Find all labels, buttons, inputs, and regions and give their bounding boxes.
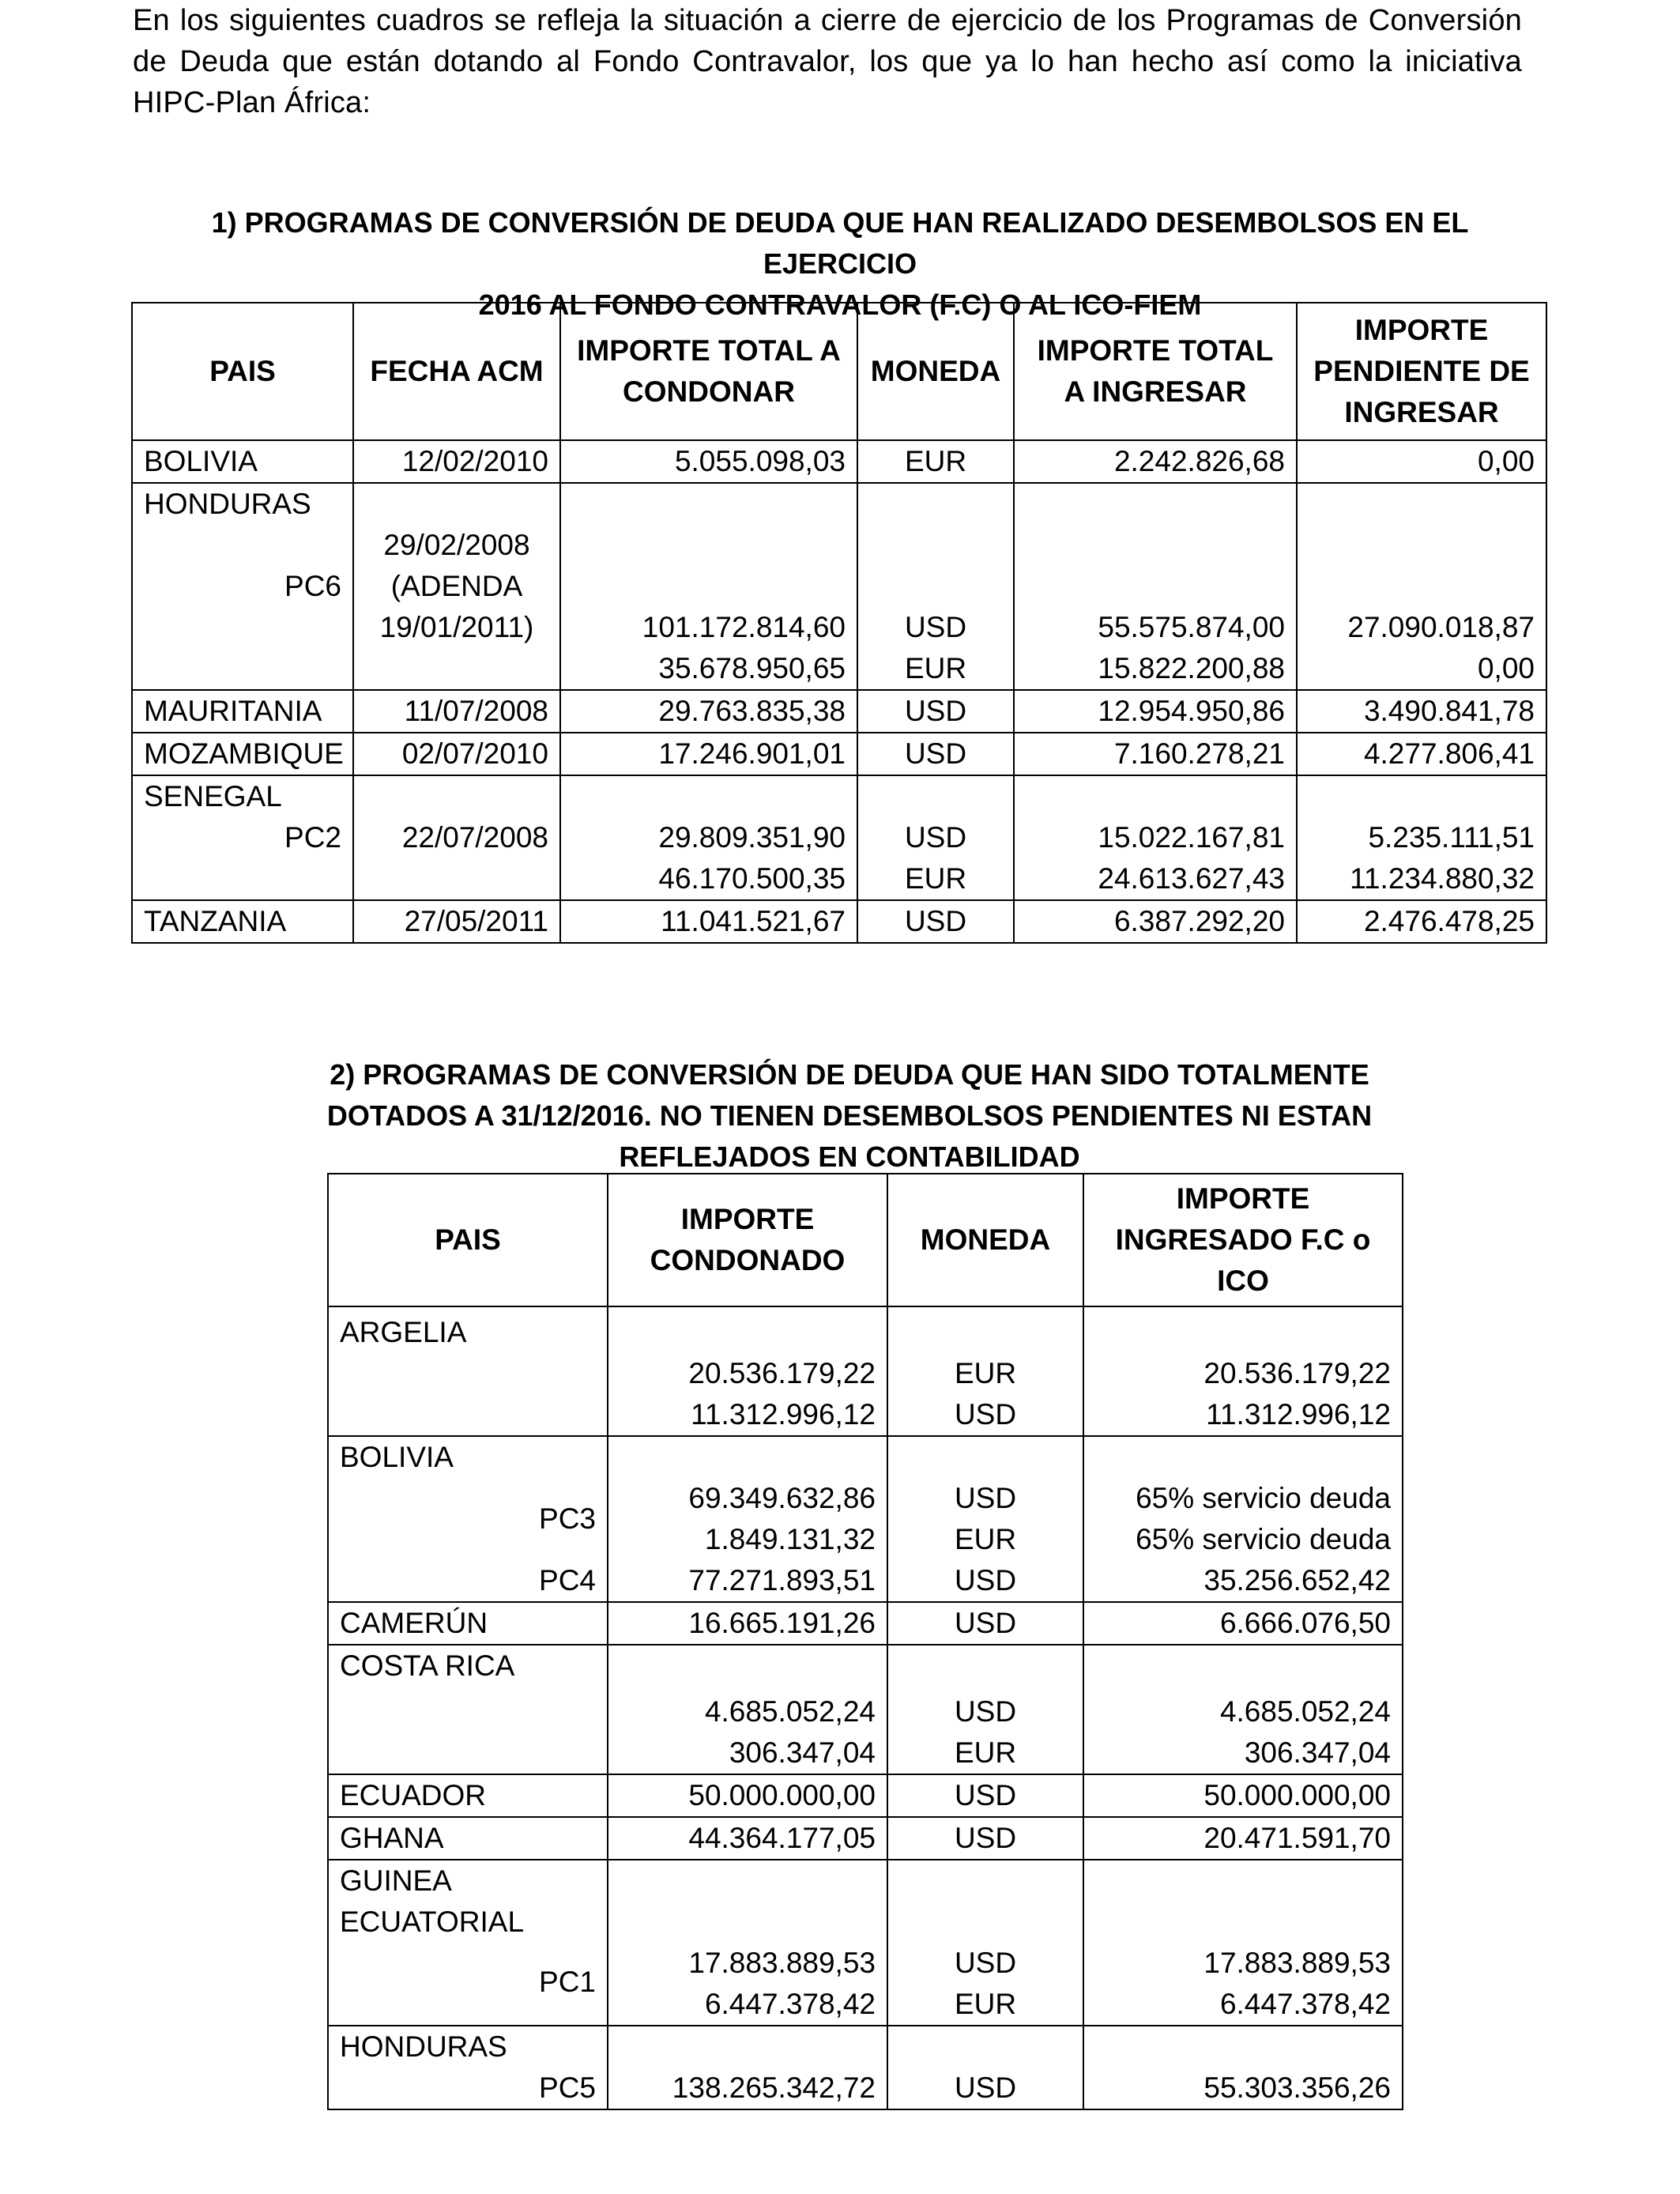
table2-title-line: REFLEJADOS EN CONTABILIDAD xyxy=(619,1140,1080,1173)
cell-pais xyxy=(328,1860,608,2026)
table-row xyxy=(328,1774,1403,1817)
cell-fecha: 27/05/2011 xyxy=(353,900,560,943)
table-programas-dotados xyxy=(327,1173,1403,2110)
program-code: PC1 xyxy=(539,1966,596,1998)
country-name: SENEGAL xyxy=(144,780,282,812)
fecha-line: 29/02/2008 xyxy=(383,529,530,561)
value-line: 65% servicio deuda xyxy=(1136,1482,1391,1514)
value-line: 6.447.378,42 xyxy=(1219,1988,1391,2020)
cell-condonado xyxy=(608,2026,887,2109)
cell-pais xyxy=(328,1645,608,1774)
col-header-importe-condonar: IMPORTE TOTAL A CONDONAR xyxy=(560,303,857,440)
col-header-pais: PAIS xyxy=(132,303,353,440)
table-row xyxy=(328,1645,1403,1774)
cell-fecha: 12/02/2010 xyxy=(353,440,560,483)
col-header-importe-condonado xyxy=(608,1174,887,1306)
table-row xyxy=(328,1817,1403,1860)
value-line: 17.883.889,53 xyxy=(688,1947,876,1979)
cell-pais xyxy=(328,2026,608,2109)
program-code: PC2 xyxy=(284,821,341,854)
cell-condonar: 11.041.521,67 xyxy=(560,900,857,943)
cell-moneda: USD xyxy=(887,1774,1083,1817)
value-line: 1.849.131,32 xyxy=(704,1523,876,1555)
cell-pais: BOLIVIA xyxy=(132,440,353,483)
value-line: 77.271.893,51 xyxy=(688,1564,876,1596)
value-line: 11.312.996,12 xyxy=(691,1398,876,1431)
cell-pais: MOZAMBIQUE xyxy=(132,733,353,775)
cell-condonado xyxy=(608,1436,887,1602)
value-line: 306.347,04 xyxy=(729,1736,876,1769)
table2-title xyxy=(316,1054,1383,1178)
cell-condonar: 5.055.098,03 xyxy=(560,440,857,483)
cell-fecha: 02/07/2010 xyxy=(353,733,560,775)
country-name: COSTA RICA xyxy=(340,1649,515,1682)
value-line: 46.170.500,35 xyxy=(658,862,846,895)
country-name: ECUATORIAL xyxy=(340,1906,525,1938)
header-line: IMPORTE xyxy=(1176,1182,1310,1215)
cell-condonado xyxy=(608,1306,887,1436)
table-programas-desembolsos xyxy=(131,302,1547,944)
value-line: 17.883.889,53 xyxy=(1203,1947,1391,1979)
country-name: HONDURAS xyxy=(340,2030,507,2063)
cell-moneda xyxy=(887,1436,1083,1602)
value-line: 101.172.814,60 xyxy=(642,611,846,643)
cell-pais xyxy=(132,483,353,690)
intro-paragraph: En los siguientes cuadros se refleja la situación a cierre de ejercicio de los Programas de Conversión de Deuda que están dotando al Fondo Contravalor, los que ya lo han hecho así como la iniciativa HIPC-Plan África: xyxy=(133,4,1522,119)
value-line: EUR xyxy=(954,1523,1017,1555)
country-name: BOLIVIA xyxy=(340,1441,454,1473)
cell-moneda: USD xyxy=(887,1817,1083,1860)
cell-condonar xyxy=(560,483,857,690)
cell-ingresar: 6.387.292,20 xyxy=(1014,900,1297,943)
cell-pais: TANZANIA xyxy=(132,900,353,943)
program-code: PC5 xyxy=(539,2071,596,2104)
cell-pendiente: 4.277.806,41 xyxy=(1297,733,1546,775)
cell-ingresado xyxy=(1083,1436,1403,1602)
value-line: USD xyxy=(954,1947,1017,1979)
value-line: EUR xyxy=(954,1988,1017,2020)
cell-ingresar xyxy=(1014,483,1297,690)
value-line: EUR xyxy=(904,862,967,895)
value-line: 55.303.356,26 xyxy=(1203,2071,1391,2104)
value-line: EUR xyxy=(904,652,967,684)
cell-ingresar: 2.242.826,68 xyxy=(1014,440,1297,483)
fecha-line: (ADENDA xyxy=(390,570,523,602)
cell-moneda xyxy=(887,1306,1083,1436)
cell-pais xyxy=(132,775,353,900)
value-line: USD xyxy=(954,1398,1017,1431)
table-row xyxy=(132,440,1546,483)
value-line: 11.234.880,32 xyxy=(1350,862,1535,895)
value-line: 35.256.652,42 xyxy=(1203,1564,1391,1596)
value-line: 55.575.874,00 xyxy=(1098,611,1285,643)
value-line: 11.312.996,12 xyxy=(1206,1398,1391,1431)
value-line: 27.090.018,87 xyxy=(1347,611,1535,643)
cell-condonado xyxy=(608,1645,887,1774)
program-code: PC3 xyxy=(539,1502,596,1535)
program-code: PC6 xyxy=(284,570,341,602)
cell-ingresado xyxy=(1083,2026,1403,2109)
value-line: 6.447.378,42 xyxy=(704,1988,876,2020)
cell-ingresar xyxy=(1014,775,1297,900)
value-line: 69.349.632,86 xyxy=(688,1482,876,1514)
cell-ingresado xyxy=(1083,1645,1403,1774)
table-row xyxy=(132,690,1546,733)
cell-condonado xyxy=(608,1860,887,2026)
table-header-row xyxy=(132,303,1546,440)
cell-condonado: 16.665.191,26 xyxy=(608,1602,887,1645)
col-header-moneda: MONEDA xyxy=(857,303,1014,440)
cell-pais: GHANA xyxy=(328,1817,608,1860)
cell-moneda xyxy=(887,1645,1083,1774)
cell-condonado: 44.364.177,05 xyxy=(608,1817,887,1860)
cell-moneda: USD xyxy=(857,690,1014,733)
cell-fecha xyxy=(353,483,560,690)
value-line: USD xyxy=(904,821,967,854)
cell-ingresar: 12.954.950,86 xyxy=(1014,690,1297,733)
cell-pendiente xyxy=(1297,483,1546,690)
table-header-row xyxy=(328,1174,1403,1306)
table1-title-line: 2016 AL FONDO CONTRAVALOR (F.C) O AL ICO-FIEM xyxy=(478,288,1202,321)
value-line: USD xyxy=(954,1695,1017,1728)
cell-pais xyxy=(328,1306,608,1436)
cell-pendiente: 3.490.841,78 xyxy=(1297,690,1546,733)
cell-moneda: USD xyxy=(857,733,1014,775)
cell-condonar: 17.246.901,01 xyxy=(560,733,857,775)
col-header-pais: PAIS xyxy=(328,1174,608,1306)
cell-pais: MAURITANIA xyxy=(132,690,353,733)
col-header-pendiente: IMPORTE PENDIENTE DE INGRESAR xyxy=(1297,303,1546,440)
cell-moneda xyxy=(887,2026,1083,2109)
table-row xyxy=(328,1602,1403,1645)
cell-ingresar: 7.160.278,21 xyxy=(1014,733,1297,775)
fecha-line: 22/07/2008 xyxy=(401,821,548,854)
table-row xyxy=(132,733,1546,775)
cell-pais: ECUADOR xyxy=(328,1774,608,1817)
value-line: 15.822.200,88 xyxy=(1098,652,1285,684)
table2-title-line: DOTADOS A 31/12/2016. NO TIENEN DESEMBOLSOS PENDIENTES NI ESTAN xyxy=(326,1099,1373,1132)
cell-ingresado: 20.471.591,70 xyxy=(1083,1817,1403,1860)
cell-pendiente: 2.476.478,25 xyxy=(1297,900,1546,943)
cell-moneda: USD xyxy=(857,900,1014,943)
cell-ingresado xyxy=(1083,1306,1403,1436)
cell-moneda xyxy=(887,1860,1083,2026)
value-line: 15.022.167,81 xyxy=(1098,821,1285,854)
country-name: GUINEA xyxy=(340,1864,452,1897)
cell-fecha xyxy=(353,775,560,900)
value-line: USD xyxy=(954,1482,1017,1514)
cell-ingresado: 6.666.076,50 xyxy=(1083,1602,1403,1645)
cell-ingresado: 50.000.000,00 xyxy=(1083,1774,1403,1817)
value-line: 138.265.342,72 xyxy=(672,2071,876,2104)
value-line: 5.235.111,51 xyxy=(1368,821,1535,854)
value-line: 20.536.179,22 xyxy=(688,1357,876,1389)
cell-pais xyxy=(328,1436,608,1602)
cell-ingresado xyxy=(1083,1860,1403,2026)
cell-moneda xyxy=(857,775,1014,900)
table-row xyxy=(132,775,1546,900)
col-header-fecha: FECHA ACM xyxy=(353,303,560,440)
cell-moneda xyxy=(857,483,1014,690)
header-line: CONDONADO xyxy=(650,1244,846,1276)
table-row xyxy=(328,2026,1403,2109)
country-name: HONDURAS xyxy=(144,488,311,520)
cell-moneda: USD xyxy=(887,1602,1083,1645)
cell-fecha: 11/07/2008 xyxy=(353,690,560,733)
value-line: 306.347,04 xyxy=(1244,1736,1391,1769)
value-line: 20.536.179,22 xyxy=(1203,1357,1391,1389)
value-line: 4.685.052,24 xyxy=(704,1695,876,1728)
header-line: INGRESADO F.C o ICO xyxy=(1115,1223,1371,1297)
cell-pendiente xyxy=(1297,775,1546,900)
cell-condonado: 50.000.000,00 xyxy=(608,1774,887,1817)
cell-pendiente: 0,00 xyxy=(1297,440,1546,483)
fecha-line: 19/01/2011) xyxy=(379,611,534,643)
header-line: IMPORTE xyxy=(680,1203,815,1235)
value-line: 29.809.351,90 xyxy=(658,821,846,854)
table-row xyxy=(328,1306,1403,1436)
country-name: ARGELIA xyxy=(340,1316,467,1348)
cell-condonar xyxy=(560,775,857,900)
col-header-moneda: MONEDA xyxy=(887,1174,1083,1306)
table-row xyxy=(328,1436,1403,1602)
value-line: USD xyxy=(904,611,967,643)
cell-moneda: EUR xyxy=(857,440,1014,483)
value-line: 65% servicio deuda xyxy=(1136,1523,1391,1555)
value-line: 0,00 xyxy=(1477,652,1535,684)
table-row xyxy=(132,900,1546,943)
program-code: PC4 xyxy=(539,1564,596,1596)
value-line: USD xyxy=(954,1564,1017,1596)
value-line: 4.685.052,24 xyxy=(1219,1695,1391,1728)
cell-pais: CAMERÚN xyxy=(328,1602,608,1645)
cell-condonar: 29.763.835,38 xyxy=(560,690,857,733)
value-line: USD xyxy=(954,2071,1017,2104)
value-line: 24.613.627,43 xyxy=(1098,862,1285,895)
value-line: 35.678.950,65 xyxy=(658,652,846,684)
table2-title-line: 2) PROGRAMAS DE CONVERSIÓN DE DEUDA QUE HAN SIDO TOTALMENTE xyxy=(330,1058,1369,1091)
table-row xyxy=(132,483,1546,690)
table1-title-line: 1) PROGRAMAS DE CONVERSIÓN DE DEUDA QUE HAN REALIZADO DESEMBOLSOS EN EL EJERCICIO xyxy=(211,206,1469,280)
col-header-importe-ingresado xyxy=(1083,1174,1403,1306)
value-line: EUR xyxy=(954,1357,1017,1389)
col-header-importe-ingresar: IMPORTE TOTAL A INGRESAR xyxy=(1014,303,1297,440)
table-row xyxy=(328,1860,1403,2026)
value-line: EUR xyxy=(954,1736,1017,1769)
